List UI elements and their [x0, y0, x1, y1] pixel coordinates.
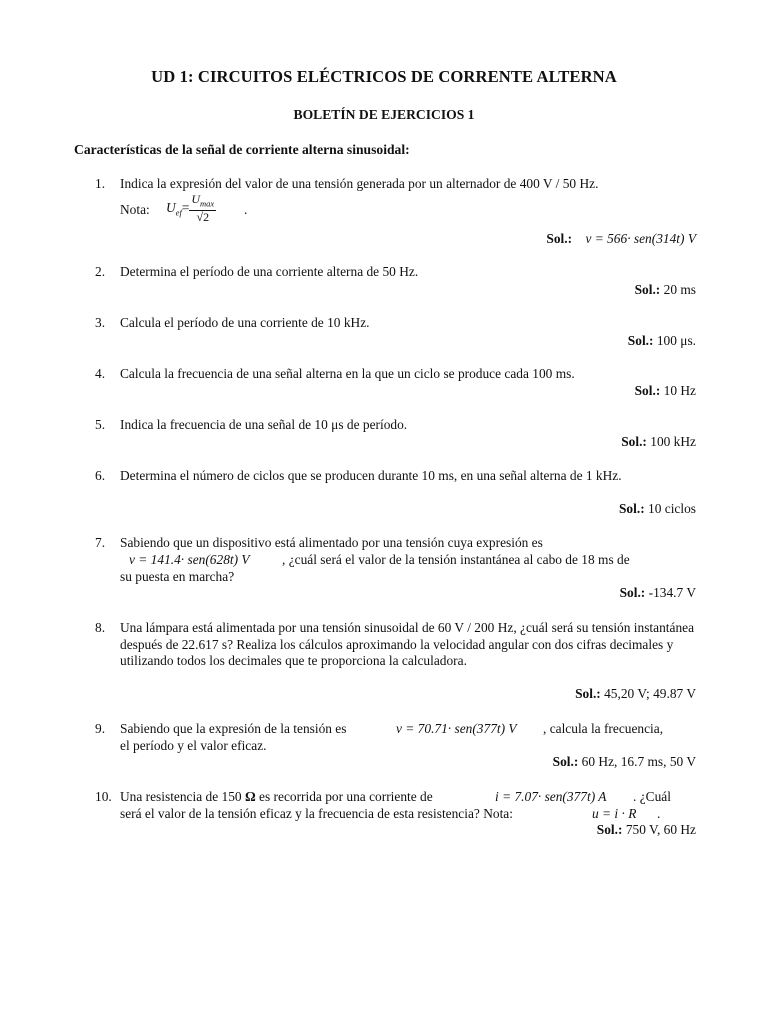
solution-label: Sol.: [634, 282, 661, 297]
note-end: . [244, 202, 248, 217]
document-subtitle: BOLETÍN DE EJERCICIOS 1 [293, 107, 475, 122]
solution [597, 822, 696, 839]
exercise-number: 1. [95, 176, 106, 191]
solution-label: Sol.: [627, 333, 654, 348]
exercise-number: 4. [95, 366, 106, 381]
formula-numerator: U [191, 192, 201, 206]
solution-value: 100 kHz [650, 434, 696, 449]
exercise-text: Calcula el período de una corriente de 10 kHz. [120, 315, 370, 330]
solution-label: Sol.: [552, 754, 579, 769]
exercise-text-cont: . ¿Cuál [633, 789, 671, 804]
formula-denominator: √2 [189, 210, 216, 224]
solution-label: Sol.: [618, 501, 645, 516]
formula-lhs-sub: ef [175, 207, 182, 218]
solution-label: Sol.: [596, 822, 623, 837]
solution-value: 20 ms [663, 282, 696, 297]
solution-value: 10 Hz [663, 383, 696, 398]
solution-label: Sol.: [634, 383, 661, 398]
note-end: . [657, 806, 661, 821]
solution [620, 585, 696, 602]
exercise-text-end: el período y el valor eficaz. [120, 738, 267, 753]
exercise-text: Sabiendo que la expresión de la tensión es [120, 721, 347, 736]
exercise-text: Determina el número de ciclos que se producen durante 10 ms, en una señal alterna de 1 kHz. [120, 468, 622, 483]
exercise-number: 10. [95, 789, 112, 804]
exercise-number: 2. [95, 264, 106, 279]
note-label: Nota: [120, 202, 150, 217]
solution-value: v = 566· sen(314t) V [585, 231, 696, 246]
formula-fraction [189, 193, 216, 224]
solution-value: 60 Hz, 16.7 ms, 50 V [581, 754, 696, 769]
exercise-text: Sabiendo que un dispositivo está alimentado por una tensión cuya expresión es [120, 535, 543, 550]
exercise-text: Una lámpara está alimentada por una tensión sinusoidal de 60 V / 200 Hz, ¿cuál será su tensión instantánea después de 22.617 s? Realiza los cálculos aproximando la velocidad angular con dos cifras decimales y utilizando todos los decimales que te proporciona la calculadora. [120, 620, 695, 668]
solution-value: -134.7 V [648, 585, 696, 600]
solution [628, 333, 696, 350]
exercise-number: 7. [95, 535, 106, 550]
solution [546, 231, 696, 248]
solution-label: Sol.: [619, 585, 646, 600]
exercise-text: Determina el período de una corriente alterna de 50 Hz. [120, 264, 419, 279]
exercise-text-end: será el valor de la tensión eficaz y la frecuencia de esta resistencia? Nota: [120, 806, 513, 821]
solution-label: Sol.: [621, 434, 647, 449]
exercise-text: Calcula la frecuencia de una señal alterna en la que un ciclo se produce cada 100 ms. [120, 366, 575, 381]
exercise-text-cont: , calcula la frecuencia, [543, 721, 664, 736]
omega-symbol: Ω [244, 789, 256, 804]
exercise-formula: v = 141.4· sen(628t) V [129, 552, 250, 567]
exercise-text: Indica la expresión del valor de una tensión generada por un alternador de 400 V / 50 Hz. [120, 176, 599, 191]
exercise-number: 9. [95, 721, 106, 736]
solution-value: 750 V, 60 Hz [625, 822, 696, 837]
solution-label: Sol.: [575, 686, 601, 701]
note-formula: $U_{ef}=$ $\frac{U_{max}}{√2}$ [166, 192, 215, 225]
solution [575, 686, 696, 703]
exercise-number: 5. [95, 417, 106, 432]
solution-label: Sol.: [546, 231, 573, 246]
exercise-number: 3. [95, 315, 106, 330]
solution-value: 45,20 V; 49.87 V [604, 686, 696, 701]
exercise-number: 8. [95, 620, 106, 635]
formula-lhs: U [166, 199, 176, 215]
solution [635, 383, 696, 400]
solution [553, 754, 696, 771]
section-heading: Características de la señal de corriente alterna sinusoidal: [74, 142, 410, 157]
exercise-text-part2: es recorrida por una corriente de [259, 789, 433, 804]
document-title: UD 1: CIRCUITOS ELÉCTRICOS DE CORRENTE ALTERNA [151, 67, 617, 86]
solution [635, 282, 696, 299]
exercise-formula: i = 7.07· sen(377t) A [495, 789, 607, 804]
exercise-number: 6. [95, 468, 106, 483]
exercise-text-cont: , ¿cuál será el valor de la tensión instantánea al cabo de 18 ms de [282, 552, 630, 567]
note-formula: u = i · R [592, 806, 637, 821]
solution-value: 100 μs. [656, 333, 696, 348]
exercise-formula: v = 70.71· sen(377t) V [396, 721, 517, 736]
exercise-text-part: Una resistencia de 150 [120, 789, 242, 804]
exercise-text-end: su puesta en marcha? [120, 569, 235, 584]
solution [619, 501, 696, 518]
formula-numerator-sub: max [200, 198, 215, 209]
solution-value: 10 ciclos [648, 501, 696, 516]
solution [621, 434, 696, 451]
exercise-text [120, 789, 433, 806]
exercise-text: Indica la frecuencia de una señal de 10 μs de período. [120, 417, 408, 432]
